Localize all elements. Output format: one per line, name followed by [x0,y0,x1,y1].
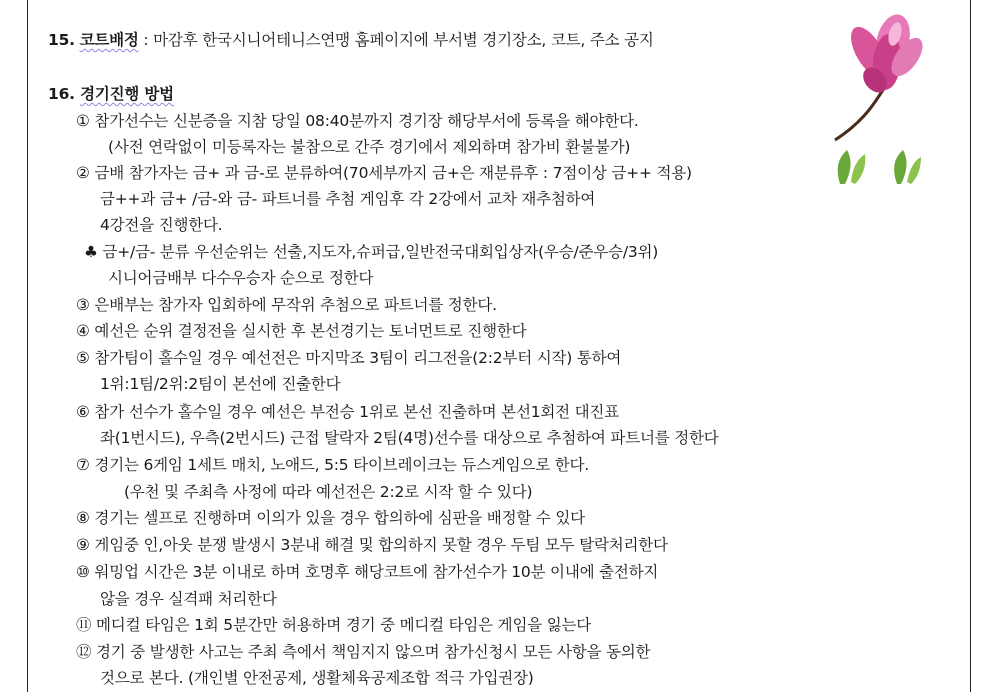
rule-1-line-1: ① 참가선수는 신분증을 지참 당일 08:40분까지 경기장 해당부서에 등록을 해야한다. [76,112,639,130]
section-15-text: : 마감후 한국시니어테니스연맹 홈페이지에 부서별 경기장소, 코트, 주소 공지 [138,31,654,49]
leaf-right-2 [907,157,921,184]
rule-5-line-1: ⑤ 참가팀이 홀수일 경우 예선전은 마지막조 3팀이 리그전을(2:2부터 시작) 통하여 [76,349,622,367]
rule-2-line-3: 4강전을 진행한다. [100,216,223,234]
section-16-number: 16. [48,85,75,103]
leaf-left [838,150,851,184]
rule-3-line-1: ③ 은배부는 참가자 입회하에 무작위 추첨으로 파트너를 정한다. [76,296,497,314]
rule-10-line-1: ⑩ 워밍업 시간은 3분 이내로 하며 호명후 해당코트에 참가선수가 10분 이내에 출전하지 [76,563,659,581]
rule-12-line-1: ⑫ 경기 중 발생한 사고는 주최 측에서 책임지지 않으며 참가신청시 모든 사항을 동의한 [76,643,651,661]
section-16-title: 경기진행 방법 [80,85,174,103]
leaf-left-2 [851,154,865,184]
rule-10-line-2: 않을 경우 실격패 처리한다 [100,590,277,608]
section-16-heading [48,84,174,104]
leaf-right [894,150,906,184]
rule-5-line-2: 1위:1팀/2위:2팀이 본선에 진출한다 [100,375,341,393]
section-15-line [48,30,654,50]
rule-11-line-1: ⑪ 메디컬 타임은 1회 5분간만 허용하며 경기 중 메디컬 타임은 게임을 잃는다 [76,616,592,634]
rule-2-line-2: 금++과 금+ /금-와 금- 파트너를 추첨 게임후 각 2강에서 교차 재추첨하여 [100,190,596,208]
rule-9-line-1: ⑨ 게임중 인,아웃 분쟁 발생시 3분내 해결 및 합의하지 못할 경우 두팀 모두 탈락처리한다 [76,536,668,554]
rule-6-line-2: 좌(1번시드), 우측(2번시드) 근접 탈락자 2팀(4명)선수를 대상으로 추첨하여 파트너를 정한다 [100,429,719,447]
rule-8-line-1: ⑧ 경기는 셀프로 진행하며 이의가 있을 경우 합의하에 심판을 배정할 수 있다 [76,509,585,527]
club-note-line-1: ♣ 금+/금- 분류 우선순위는 선출,지도자,슈퍼급,일반전국대회입상자(우승/준우승/3위) [84,243,659,261]
section-15-title: 코트배정 [79,31,139,49]
rule-6-line-1: ⑥ 참가 선수가 홀수일 경우 예선은 부전승 1위로 본선 진출하며 본선1회전 대진표 [76,403,619,421]
rule-1-line-2: (사전 연락없이 미등록자는 불참으로 간주 경기에서 제외하며 참가비 환불불가) [108,138,631,156]
club-note-line-2: 시니어금배부 다수우승자 순으로 정한다 [108,269,374,287]
rule-2-line-1: ② 금배 참가자는 금+ 과 금-로 분류하여(70세부까지 금+은 재분류후 : 7점이상 금++ 적용) [76,164,692,182]
rule-7-line-1: ⑦ 경기는 6게임 1세트 매치, 노애드, 5:5 타이브레이크는 듀스게임으로 한다. [76,456,589,474]
rule-12-line-2: 것으로 본다. (개인별 안전공제, 생활체육공제조합 적극 가입권장) [100,669,534,687]
section-15-number: 15. [48,31,75,49]
rule-7-line-2: (우천 및 주최측 사정에 따라 예선전은 2:2로 시작 할 수 있다) [124,483,533,501]
rule-4-line-1: ④ 예선은 순위 결정전을 실시한 후 본선경기는 토너먼트로 진행한다 [76,322,527,340]
magnolia-flower-image [815,12,925,192]
